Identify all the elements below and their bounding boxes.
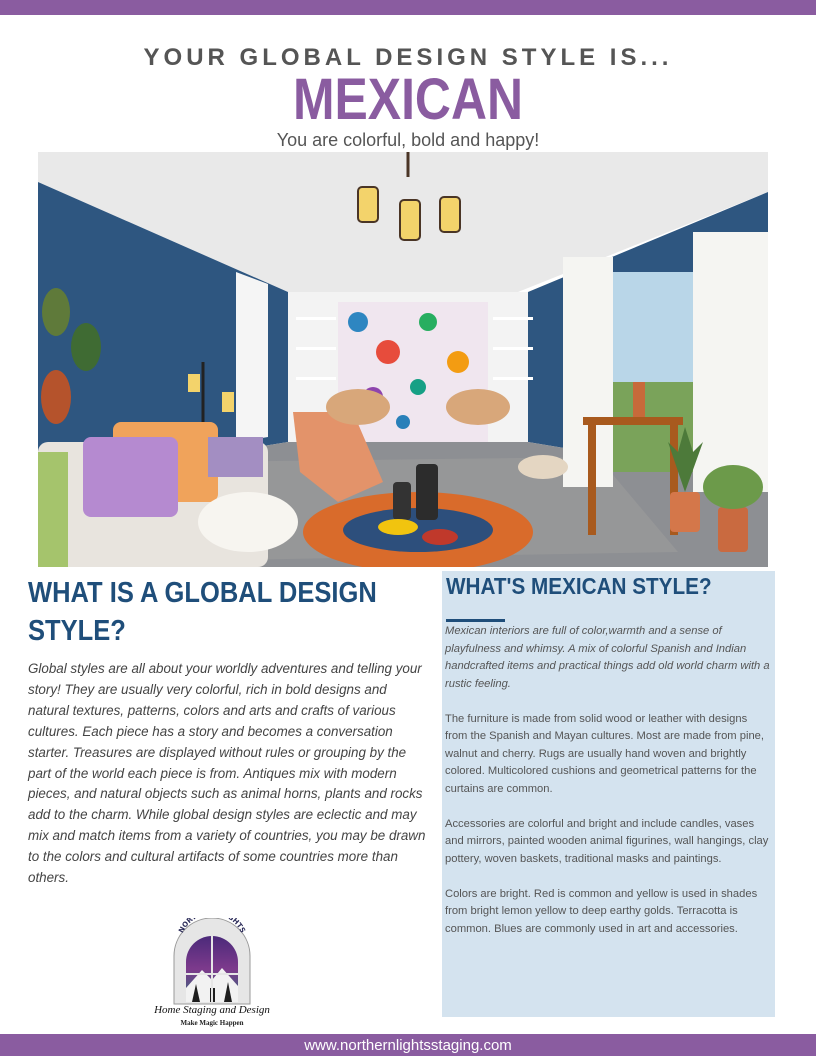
logo-brand-text: Home Staging and Design (154, 1004, 270, 1016)
logo-motto-text: Make Magic Happen (180, 1019, 244, 1027)
planter-1 (670, 492, 700, 532)
planter-2 (718, 507, 748, 552)
fur-throw (198, 492, 298, 552)
curtain-right (693, 232, 768, 492)
tagline: You are colorful, bold and happy! (276, 130, 540, 150)
paragraph-colors: Colors are bright. Red is common and yellow is used in shades from bright lemon yellow to deep earthy golds. Terracotta is common. Blues are commonly used in art and accessories. (445, 887, 758, 935)
paragraph-interiors: Mexican interiors are full of color,warmth and a sense of playfulness and whimsy. A mix of colorful Spanish and Indian handcrafted items and practical things add old world charm with a rustic feeling. (445, 625, 770, 690)
mask-2 (71, 323, 101, 371)
global-style-body: Global styles are all about your worldly adventures and telling your story! They are usually very colorful, rich in bold designs and natural textures, patterns, colors and arts and crafts of various cultures. Each piece has a story and becomes a conversation starter. Treasures are displayed without rules or grouping by the part of the world each piece is from. Antiques mix with modern pieces, and natural objects such as animal horns, plants and rocks add to the charm. While global design styles are eclectic and may mix and match items from a variety of countries, you may be drawn to the colors and cultural artifacts of some countries more than others. (28, 661, 426, 886)
footer-website-link[interactable]: www.northernlightsstaging.com (304, 1037, 512, 1054)
top-accent-bar (0, 0, 816, 15)
style-name-title: MEXICAN (292, 67, 524, 132)
mexican-style-panel (442, 571, 775, 1017)
mexican-style-text (445, 623, 771, 956)
paragraph-furniture: The furniture is made from solid wood or leather with designs from the Spanish and Mayan cultures. Most are made from pine, walnut and cherry. Rugs are usually hand woven and brightly colored. Multicolored cushions and geometrical patterns for the curtains are common. (445, 712, 764, 795)
logo-arch-text: NOR HTS (177, 918, 247, 935)
mask-3 (41, 370, 71, 424)
console-table (583, 417, 683, 425)
room-photo (38, 152, 768, 567)
company-logo (152, 918, 272, 1030)
mexican-style-heading: WHAT'S MEXICAN STYLE? (446, 573, 712, 599)
kicker-heading: YOUR GLOBAL DESIGN STYLE IS... (143, 44, 673, 71)
heading-underline (446, 619, 505, 622)
mask-1 (42, 288, 70, 336)
global-style-heading: WHAT IS A GLOBAL DESIGN STYLE? (28, 577, 377, 647)
doorway (236, 272, 268, 442)
left-column (28, 574, 433, 886)
cushion-purple (83, 437, 178, 517)
paragraph-accessories: Accessories are colorful and bright and include candles, vases and mirrors, painted wooden animal figurines, wall hangings, clay pottery, woven baskets, traditional masks and paintings. (445, 817, 769, 865)
